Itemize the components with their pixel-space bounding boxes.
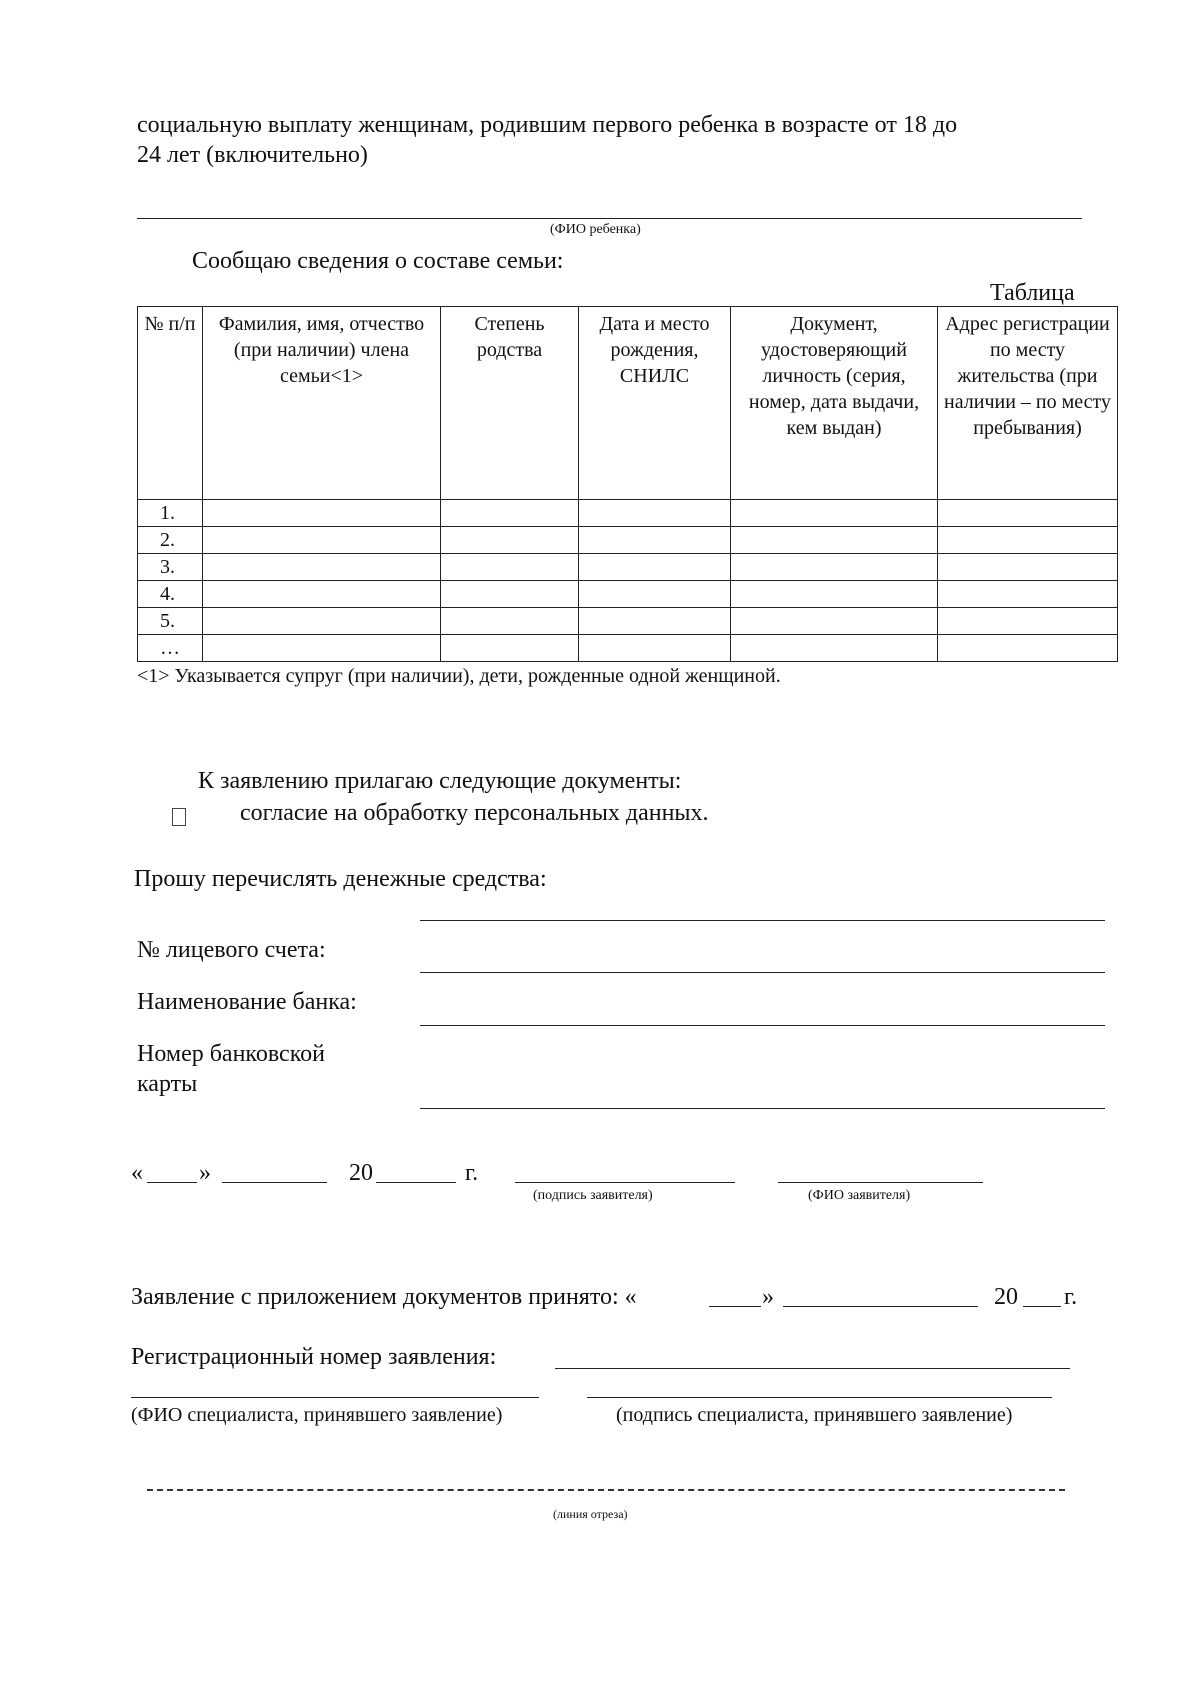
cell-birth[interactable] (579, 608, 731, 635)
cell-relation[interactable] (441, 581, 579, 608)
payment-heading: Прошу перечислять денежные средства: (134, 866, 547, 892)
row-number: 1. (138, 500, 203, 527)
card-label-line-1: Номер банковской (137, 1041, 325, 1067)
cell-document[interactable] (731, 581, 938, 608)
applicant-fio-caption: (ФИО заявителя) (808, 1188, 911, 1203)
cell-address[interactable] (938, 608, 1118, 635)
cell-relation[interactable] (441, 608, 579, 635)
row-number: 2. (138, 527, 203, 554)
table-label: Таблица (990, 280, 1075, 306)
header-address: Адрес регистрации по месту жительства (при наличии – по месту пребывания) (938, 307, 1118, 500)
cell-fio[interactable] (203, 554, 441, 581)
table-row (138, 581, 1118, 608)
cell-relation[interactable] (441, 527, 579, 554)
cell-address[interactable] (938, 527, 1118, 554)
family-table (137, 306, 1118, 662)
date-g: г. (465, 1160, 479, 1186)
cell-relation[interactable] (441, 635, 579, 662)
card-label (137, 1039, 325, 1099)
cell-fio[interactable] (203, 635, 441, 662)
date-day-field[interactable] (147, 1182, 197, 1183)
applicant-signature-caption: (подпись заявителя) (533, 1188, 653, 1203)
cell-document[interactable] (731, 554, 938, 581)
cell-birth[interactable] (579, 635, 731, 662)
header-document: Документ, удостоверяющий личность (серия, номер, дата выдачи, кем выдан) (731, 307, 938, 500)
cell-fio[interactable] (203, 500, 441, 527)
cell-birth[interactable] (579, 554, 731, 581)
consent-item: согласие на обработку персональных данных. (240, 800, 709, 826)
table-row (138, 554, 1118, 581)
cell-document[interactable] (731, 635, 938, 662)
cell-address[interactable] (938, 554, 1118, 581)
child-name-caption: (ФИО ребенка) (550, 222, 641, 237)
cell-relation[interactable] (441, 500, 579, 527)
accepted-text: Заявление с приложением документов принято: « (131, 1284, 637, 1310)
account-field[interactable] (420, 972, 1105, 973)
card-field[interactable] (420, 1108, 1105, 1109)
specialist-fio-caption: (ФИО специалиста, принявшего заявление) (131, 1404, 503, 1426)
reg-number-field[interactable] (555, 1368, 1070, 1369)
row-number: … (138, 635, 203, 662)
accepted-month-field[interactable] (783, 1306, 978, 1307)
reg-number-label: Регистрационный номер заявления: (131, 1344, 497, 1370)
intro-line-2: 24 лет (включительно) (137, 142, 368, 168)
header-relation: Степень родства (441, 307, 579, 500)
accepted-close-quote: » (762, 1284, 774, 1310)
table-header-row (138, 307, 1118, 500)
payment-line[interactable] (420, 920, 1105, 921)
applicant-fio-field[interactable] (778, 1182, 983, 1183)
cell-birth[interactable] (579, 527, 731, 554)
applicant-signature-field[interactable] (515, 1182, 735, 1183)
cell-document[interactable] (731, 500, 938, 527)
accepted-day-field[interactable] (709, 1306, 761, 1307)
header-fio: Фамилия, имя, отчество (при наличии) члена семьи<1> (203, 307, 441, 500)
specialist-signature-field[interactable] (587, 1397, 1052, 1398)
intro-text (137, 110, 1097, 170)
cut-line-caption: (линия отреза) (553, 1507, 628, 1521)
accepted-year-prefix: 20 (994, 1284, 1018, 1310)
cut-line (147, 1489, 1065, 1491)
documents-heading: К заявлению прилагаю следующие документы: (198, 768, 682, 794)
header-birth: Дата и место рождения, СНИЛС (579, 307, 731, 500)
card-label-line-2: карты (137, 1071, 198, 1097)
table-row (138, 635, 1118, 662)
date-year-field[interactable] (376, 1182, 456, 1183)
consent-checkbox[interactable] (172, 808, 186, 826)
table-row (138, 608, 1118, 635)
cell-address[interactable] (938, 581, 1118, 608)
bank-field[interactable] (420, 1025, 1105, 1026)
cell-fio[interactable] (203, 527, 441, 554)
accepted-g: г. (1064, 1284, 1078, 1310)
child-name-line[interactable] (137, 218, 1082, 219)
specialist-signature-caption: (подпись специалиста, принявшего заявление) (616, 1404, 1013, 1426)
table-row (138, 500, 1118, 527)
specialist-fio-field[interactable] (131, 1397, 539, 1398)
cell-birth[interactable] (579, 581, 731, 608)
cell-document[interactable] (731, 527, 938, 554)
date-open-quote: « (131, 1160, 143, 1186)
date-close-quote: » (199, 1160, 211, 1186)
row-number: 3. (138, 554, 203, 581)
accepted-year-field[interactable] (1023, 1306, 1061, 1307)
row-number: 4. (138, 581, 203, 608)
header-number: № п/п (138, 307, 203, 500)
cell-birth[interactable] (579, 500, 731, 527)
table-row (138, 527, 1118, 554)
cell-address[interactable] (938, 500, 1118, 527)
cell-address[interactable] (938, 635, 1118, 662)
family-heading: Сообщаю сведения о составе семьи: (192, 248, 564, 274)
cell-fio[interactable] (203, 581, 441, 608)
date-month-field[interactable] (222, 1182, 327, 1183)
cell-fio[interactable] (203, 608, 441, 635)
row-number: 5. (138, 608, 203, 635)
bank-label: Наименование банка: (137, 989, 357, 1015)
cell-relation[interactable] (441, 554, 579, 581)
date-year-prefix: 20 (349, 1160, 373, 1186)
account-label: № лицевого счета: (137, 937, 326, 963)
intro-line-1: социальную выплату женщинам, родившим первого ребенка в возрасте от 18 до (137, 112, 958, 138)
footnote: <1> Указывается супруг (при наличии), дети, рожденные одной женщиной. (137, 665, 781, 687)
cell-document[interactable] (731, 608, 938, 635)
